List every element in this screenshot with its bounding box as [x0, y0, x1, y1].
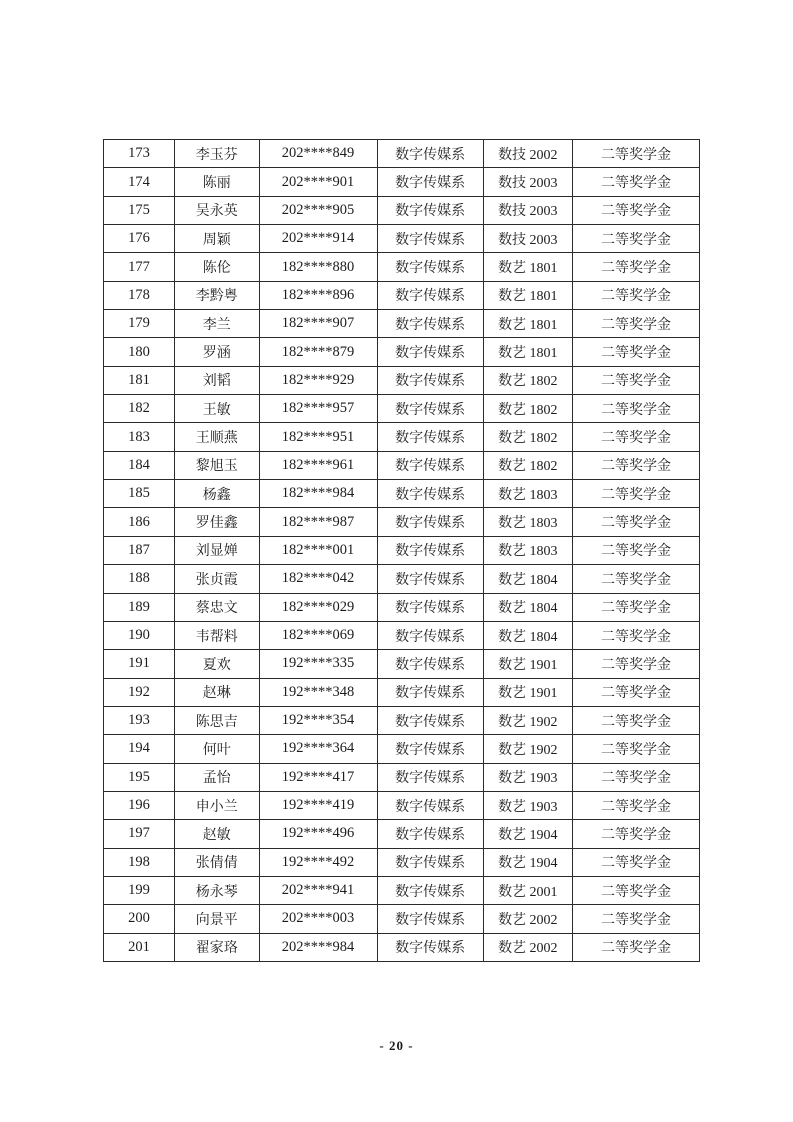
- cell-award: 二等奖学金: [573, 791, 700, 819]
- cell-award: 二等奖学金: [573, 763, 700, 791]
- cell-name: 陈思吉: [174, 706, 259, 734]
- cell-no: 178: [104, 281, 175, 309]
- table-row: [104, 253, 700, 281]
- cell-no: 188: [104, 565, 175, 593]
- cell-student_id: 182****929: [259, 366, 377, 394]
- cell-award: 二等奖学金: [573, 225, 700, 253]
- table-row: [104, 621, 700, 649]
- table-row: [104, 423, 700, 451]
- cell-class: 数艺 1901: [483, 678, 572, 706]
- cell-class: 数艺 1902: [483, 735, 572, 763]
- cell-award: 二等奖学金: [573, 565, 700, 593]
- cell-department: 数字传媒系: [377, 593, 483, 621]
- cell-student_id: 192****417: [259, 763, 377, 791]
- cell-name: 罗涵: [174, 338, 259, 366]
- cell-award: 二等奖学金: [573, 253, 700, 281]
- cell-student_id: 192****492: [259, 848, 377, 876]
- table-row: [104, 848, 700, 876]
- cell-department: 数字传媒系: [377, 876, 483, 904]
- cell-student_id: 202****003: [259, 905, 377, 933]
- cell-department: 数字传媒系: [377, 253, 483, 281]
- cell-department: 数字传媒系: [377, 366, 483, 394]
- cell-no: 189: [104, 593, 175, 621]
- cell-name: 周颖: [174, 225, 259, 253]
- cell-class: 数艺 1802: [483, 423, 572, 451]
- cell-student_id: 182****984: [259, 480, 377, 508]
- cell-class: 数艺 1901: [483, 650, 572, 678]
- cell-name: 刘韬: [174, 366, 259, 394]
- cell-student_id: 202****901: [259, 168, 377, 196]
- cell-student_id: 202****914: [259, 225, 377, 253]
- cell-name: 张贞霞: [174, 565, 259, 593]
- cell-award: 二等奖学金: [573, 395, 700, 423]
- cell-class: 数艺 1801: [483, 253, 572, 281]
- cell-award: 二等奖学金: [573, 621, 700, 649]
- cell-student_id: 182****957: [259, 395, 377, 423]
- cell-class: 数技 2003: [483, 196, 572, 224]
- cell-department: 数字传媒系: [377, 706, 483, 734]
- cell-student_id: 182****961: [259, 451, 377, 479]
- cell-award: 二等奖学金: [573, 933, 700, 961]
- cell-award: 二等奖学金: [573, 423, 700, 451]
- cell-class: 数艺 1801: [483, 310, 572, 338]
- cell-class: 数技 2002: [483, 140, 572, 168]
- cell-class: 数艺 1904: [483, 820, 572, 848]
- cell-no: 187: [104, 536, 175, 564]
- cell-award: 二等奖学金: [573, 536, 700, 564]
- cell-award: 二等奖学金: [573, 196, 700, 224]
- cell-name: 王敏: [174, 395, 259, 423]
- table-row: [104, 650, 700, 678]
- table-row: [104, 480, 700, 508]
- cell-award: 二等奖学金: [573, 706, 700, 734]
- cell-no: 201: [104, 933, 175, 961]
- cell-name: 夏欢: [174, 650, 259, 678]
- cell-student_id: 192****364: [259, 735, 377, 763]
- cell-department: 数字传媒系: [377, 480, 483, 508]
- cell-student_id: 192****496: [259, 820, 377, 848]
- cell-award: 二等奖学金: [573, 480, 700, 508]
- cell-class: 数技 2003: [483, 168, 572, 196]
- cell-student_id: 192****348: [259, 678, 377, 706]
- cell-department: 数字传媒系: [377, 140, 483, 168]
- cell-student_id: 182****951: [259, 423, 377, 451]
- cell-class: 数艺 1903: [483, 791, 572, 819]
- cell-award: 二等奖学金: [573, 593, 700, 621]
- cell-student_id: 182****879: [259, 338, 377, 366]
- cell-department: 数字传媒系: [377, 536, 483, 564]
- cell-name: 黎旭玉: [174, 451, 259, 479]
- cell-award: 二等奖学金: [573, 876, 700, 904]
- table-row: [104, 281, 700, 309]
- cell-no: 190: [104, 621, 175, 649]
- cell-award: 二等奖学金: [573, 735, 700, 763]
- cell-department: 数字传媒系: [377, 565, 483, 593]
- cell-no: 196: [104, 791, 175, 819]
- cell-department: 数字传媒系: [377, 650, 483, 678]
- table-row: [104, 735, 700, 763]
- cell-name: 陈丽: [174, 168, 259, 196]
- table-row: [104, 225, 700, 253]
- cell-award: 二等奖学金: [573, 168, 700, 196]
- cell-no: 199: [104, 876, 175, 904]
- table-row: [104, 791, 700, 819]
- cell-department: 数字传媒系: [377, 168, 483, 196]
- table-row: [104, 508, 700, 536]
- table-row: [104, 933, 700, 961]
- cell-class: 数艺 1804: [483, 565, 572, 593]
- cell-no: 175: [104, 196, 175, 224]
- cell-name: 翟家珞: [174, 933, 259, 961]
- cell-student_id: 182****042: [259, 565, 377, 593]
- cell-name: 罗佳鑫: [174, 508, 259, 536]
- cell-student_id: 182****029: [259, 593, 377, 621]
- cell-class: 数艺 2002: [483, 905, 572, 933]
- cell-no: 191: [104, 650, 175, 678]
- cell-award: 二等奖学金: [573, 905, 700, 933]
- cell-no: 192: [104, 678, 175, 706]
- cell-department: 数字传媒系: [377, 281, 483, 309]
- cell-name: 韦帮料: [174, 621, 259, 649]
- cell-award: 二等奖学金: [573, 310, 700, 338]
- cell-name: 杨永琴: [174, 876, 259, 904]
- cell-department: 数字传媒系: [377, 196, 483, 224]
- cell-class: 数艺 1803: [483, 508, 572, 536]
- cell-no: 182: [104, 395, 175, 423]
- cell-department: 数字传媒系: [377, 225, 483, 253]
- cell-department: 数字传媒系: [377, 820, 483, 848]
- cell-class: 数艺 1903: [483, 763, 572, 791]
- table-row: [104, 395, 700, 423]
- table-row: [104, 678, 700, 706]
- scholarship-table: [103, 139, 700, 962]
- cell-name: 赵敏: [174, 820, 259, 848]
- cell-name: 申小兰: [174, 791, 259, 819]
- cell-name: 李黔粤: [174, 281, 259, 309]
- cell-name: 向景平: [174, 905, 259, 933]
- cell-student_id: 202****984: [259, 933, 377, 961]
- cell-no: 177: [104, 253, 175, 281]
- table-row: [104, 168, 700, 196]
- cell-name: 杨鑫: [174, 480, 259, 508]
- cell-department: 数字传媒系: [377, 310, 483, 338]
- cell-class: 数艺 1902: [483, 706, 572, 734]
- table-row: [104, 338, 700, 366]
- cell-no: 181: [104, 366, 175, 394]
- cell-no: 193: [104, 706, 175, 734]
- cell-name: 李玉芬: [174, 140, 259, 168]
- cell-no: 186: [104, 508, 175, 536]
- cell-class: 数艺 1804: [483, 621, 572, 649]
- table-row: [104, 876, 700, 904]
- cell-name: 赵琳: [174, 678, 259, 706]
- cell-award: 二等奖学金: [573, 451, 700, 479]
- cell-award: 二等奖学金: [573, 140, 700, 168]
- table-row: [104, 820, 700, 848]
- cell-department: 数字传媒系: [377, 905, 483, 933]
- cell-department: 数字传媒系: [377, 791, 483, 819]
- cell-student_id: 192****354: [259, 706, 377, 734]
- cell-name: 何叶: [174, 735, 259, 763]
- cell-class: 数艺 2001: [483, 876, 572, 904]
- cell-no: 176: [104, 225, 175, 253]
- cell-class: 数艺 1904: [483, 848, 572, 876]
- cell-no: 198: [104, 848, 175, 876]
- cell-no: 184: [104, 451, 175, 479]
- cell-no: 200: [104, 905, 175, 933]
- cell-name: 李兰: [174, 310, 259, 338]
- cell-award: 二等奖学金: [573, 338, 700, 366]
- cell-award: 二等奖学金: [573, 650, 700, 678]
- cell-department: 数字传媒系: [377, 451, 483, 479]
- table-row: [104, 763, 700, 791]
- cell-no: 179: [104, 310, 175, 338]
- cell-department: 数字传媒系: [377, 735, 483, 763]
- cell-department: 数字传媒系: [377, 621, 483, 649]
- table-row: [104, 140, 700, 168]
- cell-name: 刘显婵: [174, 536, 259, 564]
- cell-class: 数技 2003: [483, 225, 572, 253]
- cell-class: 数艺 2002: [483, 933, 572, 961]
- cell-department: 数字传媒系: [377, 678, 483, 706]
- cell-student_id: 182****987: [259, 508, 377, 536]
- cell-award: 二等奖学金: [573, 848, 700, 876]
- cell-name: 王顺燕: [174, 423, 259, 451]
- table-row: [104, 536, 700, 564]
- cell-department: 数字传媒系: [377, 338, 483, 366]
- cell-name: 陈伦: [174, 253, 259, 281]
- cell-class: 数艺 1801: [483, 281, 572, 309]
- cell-student_id: 202****849: [259, 140, 377, 168]
- cell-department: 数字传媒系: [377, 395, 483, 423]
- cell-no: 194: [104, 735, 175, 763]
- cell-class: 数艺 1802: [483, 451, 572, 479]
- cell-no: 174: [104, 168, 175, 196]
- cell-name: 孟怡: [174, 763, 259, 791]
- table-row: [104, 451, 700, 479]
- cell-student_id: 182****907: [259, 310, 377, 338]
- cell-name: 张倩倩: [174, 848, 259, 876]
- cell-student_id: 182****069: [259, 621, 377, 649]
- cell-class: 数艺 1804: [483, 593, 572, 621]
- cell-department: 数字传媒系: [377, 933, 483, 961]
- cell-no: 185: [104, 480, 175, 508]
- cell-class: 数艺 1801: [483, 338, 572, 366]
- table-row: [104, 565, 700, 593]
- table-row: [104, 593, 700, 621]
- cell-no: 180: [104, 338, 175, 366]
- cell-no: 173: [104, 140, 175, 168]
- cell-class: 数艺 1803: [483, 480, 572, 508]
- page-number: - 20 -: [379, 1038, 414, 1053]
- cell-name: 蔡忠文: [174, 593, 259, 621]
- scholarship-table-body: [104, 140, 700, 962]
- cell-award: 二等奖学金: [573, 366, 700, 394]
- cell-award: 二等奖学金: [573, 508, 700, 536]
- cell-award: 二等奖学金: [573, 678, 700, 706]
- cell-department: 数字传媒系: [377, 423, 483, 451]
- cell-class: 数艺 1802: [483, 395, 572, 423]
- cell-no: 183: [104, 423, 175, 451]
- cell-department: 数字传媒系: [377, 848, 483, 876]
- cell-department: 数字传媒系: [377, 763, 483, 791]
- cell-student_id: 182****896: [259, 281, 377, 309]
- cell-student_id: 192****419: [259, 791, 377, 819]
- cell-award: 二等奖学金: [573, 281, 700, 309]
- cell-no: 197: [104, 820, 175, 848]
- cell-student_id: 202****905: [259, 196, 377, 224]
- cell-class: 数艺 1802: [483, 366, 572, 394]
- table-row: [104, 196, 700, 224]
- table-row: [104, 905, 700, 933]
- cell-name: 吴永英: [174, 196, 259, 224]
- cell-no: 195: [104, 763, 175, 791]
- cell-department: 数字传媒系: [377, 508, 483, 536]
- cell-student_id: 192****335: [259, 650, 377, 678]
- table-row: [104, 706, 700, 734]
- table-row: [104, 366, 700, 394]
- cell-student_id: 182****001: [259, 536, 377, 564]
- table-row: [104, 310, 700, 338]
- cell-student_id: 182****880: [259, 253, 377, 281]
- cell-student_id: 202****941: [259, 876, 377, 904]
- cell-class: 数艺 1803: [483, 536, 572, 564]
- cell-award: 二等奖学金: [573, 820, 700, 848]
